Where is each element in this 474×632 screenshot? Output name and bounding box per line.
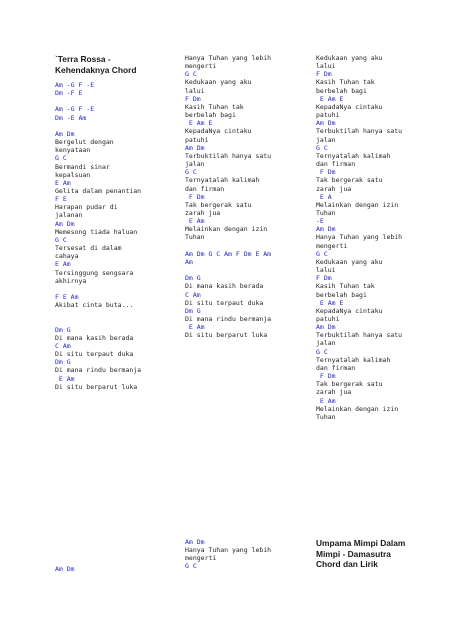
column-middle-footer xyxy=(185,538,319,571)
chord-line: E Am E xyxy=(185,119,213,128)
column-left-footer xyxy=(55,565,189,573)
blank-line xyxy=(185,266,319,274)
lyric-line: Kedukaan yang aku xyxy=(185,78,252,87)
chord-line: Dm -F E xyxy=(55,89,83,98)
column-middle xyxy=(185,54,319,339)
chord-line: E Am E xyxy=(316,94,344,103)
lyric-line: patuhi xyxy=(316,111,340,120)
blank-line xyxy=(55,309,189,317)
lyric-line: Bergelut dengan xyxy=(55,138,114,147)
lyric-line: cahaya xyxy=(55,252,79,261)
lyric-line: KepadaNya cintaku xyxy=(185,127,252,136)
chord-line: G C xyxy=(316,249,328,258)
chord-line: Am Dm xyxy=(185,538,205,546)
lyric-line: Hanya Tuhan yang lebih xyxy=(316,233,403,242)
lyric-line: zarah jua xyxy=(185,208,221,217)
lyric-line: berbelah bagi xyxy=(316,86,367,95)
lyric-line: Kasih Tuhan tak xyxy=(316,282,375,291)
lyric-line: Melainkan dengan izin xyxy=(316,404,399,413)
lyric-line: Tak bergerak satu xyxy=(316,380,383,389)
chord-line: G C xyxy=(316,347,328,356)
chord-line: E Am xyxy=(55,178,71,187)
lyric-line: dan firman xyxy=(185,184,225,193)
blank-line xyxy=(55,317,189,325)
lyric-line: jalanan xyxy=(55,211,83,220)
chord-line: F Dm xyxy=(316,70,332,79)
chord-line: E Am xyxy=(316,396,336,405)
lyric-line: Tak bergerak satu xyxy=(185,200,252,209)
lyric-line: Kedukaan yang aku xyxy=(316,54,383,62)
chord-line: G C xyxy=(55,235,67,244)
lyric-line: Bermandi sinar xyxy=(55,162,110,171)
song-lines xyxy=(185,54,319,339)
chord-line: Dm G xyxy=(55,358,71,367)
chord-line: Am -G F -E xyxy=(55,105,95,114)
chord-line: Am Dm xyxy=(55,129,75,138)
lyric-line: Tuhan xyxy=(316,412,336,421)
lyric-line: akhirnya xyxy=(55,276,87,285)
song-lines xyxy=(316,54,450,421)
lyric-line: Tuhan xyxy=(185,233,205,242)
chord-line: Am Dm xyxy=(316,225,336,234)
chord-line: E Am xyxy=(55,374,75,383)
chord-line: E Am xyxy=(185,323,205,332)
lyric-line: Hanya Tuhan yang lebih xyxy=(185,546,272,555)
lyric-line: zarah jua xyxy=(316,184,352,193)
lyric-line: Tuhan xyxy=(316,208,336,217)
lyric-line: Kedukaan yang aku xyxy=(316,257,383,266)
lyric-line: berbelah bagi xyxy=(316,290,367,299)
chord-line: E Am xyxy=(55,260,71,269)
chord-line: F Dm xyxy=(316,274,332,283)
lyric-line: Di situ berparut luka xyxy=(185,331,268,340)
chord-line: Dm -E Am xyxy=(55,113,87,122)
lyric-line: Di situ terpaut duka xyxy=(185,298,264,307)
blank-line xyxy=(55,97,189,105)
lyric-line: lalui xyxy=(185,86,205,95)
chord-line: F Dm xyxy=(316,168,336,177)
chord-line: Am Dm xyxy=(55,565,75,573)
song-lines xyxy=(55,81,189,391)
chord-line: C Am xyxy=(185,290,201,299)
lyric-line: Harapan pudar di xyxy=(55,203,118,212)
lyric-line: Terbuktilah hanya satu xyxy=(185,151,272,160)
lyric-line: jalan xyxy=(185,160,205,169)
lyric-line: lalui xyxy=(316,266,336,275)
chord-line: Am Dm xyxy=(185,143,205,152)
chord-line: E Am xyxy=(185,217,205,226)
lyric-line: KepadaNya cintaku xyxy=(316,306,383,315)
song-lines xyxy=(55,565,189,573)
chord-line: Am Dm xyxy=(316,323,336,332)
chord-line: -E xyxy=(316,217,324,226)
chord-line: Am Dm xyxy=(55,219,75,228)
blank-line xyxy=(55,285,189,293)
lyric-line: Ternyatalah kalimah xyxy=(185,176,260,185)
lyric-line: Tersinggung sengsara xyxy=(55,268,134,277)
lyric-line: patuhi xyxy=(185,135,209,144)
lyric-line: Di situ berparut luka xyxy=(55,382,138,391)
lyric-line: Kasih Tuhan tak xyxy=(185,102,244,111)
related-song-title: Umpama Mimpi Dalam Mimpi - Damasutra Chord dan Lirik xyxy=(316,538,406,570)
lyric-line: dan firman xyxy=(316,363,356,372)
lyric-line: mengerti xyxy=(316,241,348,250)
lyric-line: Hanya Tuhan yang lebih xyxy=(185,54,272,62)
chord-line: E A xyxy=(316,192,332,201)
chord-line: G C xyxy=(185,168,197,177)
lyric-line: KepadaNya cintaku xyxy=(316,102,383,111)
lyric-line: Di mana rindu bermanja xyxy=(55,366,142,375)
chord-line: F Dm xyxy=(316,372,336,381)
lyric-line: jalan xyxy=(316,339,336,348)
lyric-line: Gelita dalam penantian xyxy=(55,187,142,195)
chord-line: F E Am xyxy=(55,293,79,302)
chord-line: E Am E xyxy=(316,298,344,307)
lyric-line: Di mana kasih berada xyxy=(185,282,264,291)
song-lines xyxy=(185,538,319,571)
lyric-line: patuhi xyxy=(316,315,340,323)
chord-line: F Dm xyxy=(185,192,205,201)
chord-line: Am -G F -E xyxy=(55,81,95,89)
chord-line: Am Dm G C Am F Dm E Am xyxy=(185,249,272,258)
chord-line: Am xyxy=(185,257,193,266)
lyric-line: Melainkan dengan izin xyxy=(316,200,399,209)
chord-line: F E xyxy=(55,195,67,204)
lyric-line: Di situ terpaut duka xyxy=(55,350,134,359)
chord-line: Am Dm xyxy=(316,119,336,128)
lyric-line: Memesong tiada haluan xyxy=(55,227,138,236)
lyric-line: Di mana kasih berada xyxy=(55,333,134,342)
song-title: `Terra Rossa - Kehendaknya Chord xyxy=(55,54,137,75)
lyric-line: Terbuktilah hanya satu xyxy=(316,127,403,136)
lyric-line: jalan xyxy=(316,135,336,144)
lyric-line: Melainkan dengan izin xyxy=(185,225,268,234)
chord-line: G C xyxy=(316,143,328,152)
chord-line: C Am xyxy=(55,341,71,350)
lyric-line: zarah jua xyxy=(316,388,352,397)
lyric-line: dan firman xyxy=(316,160,356,169)
lyric-line: Di mana rindu bermanja xyxy=(185,314,272,323)
chord-line: G C xyxy=(55,154,67,163)
chord-line: Dm G xyxy=(185,274,201,283)
lyric-line: kepalsuan xyxy=(55,170,91,179)
lyric-line: Akibat cinta buta... xyxy=(55,301,134,310)
chord-line: Dm G xyxy=(185,306,201,315)
lyric-line: kenyataan xyxy=(55,146,91,155)
blank-line xyxy=(55,122,189,130)
lyric-line: Tersesat di dalam xyxy=(55,244,122,253)
chord-line: G C xyxy=(185,562,197,571)
lyric-line: Kasih Tuhan tak xyxy=(316,78,375,87)
lyric-line: mengerti xyxy=(185,554,217,563)
column-right xyxy=(316,54,450,421)
lyric-line: mengerti xyxy=(185,62,217,71)
lyric-line: Tak bergerak satu xyxy=(316,176,383,185)
lyric-line: lalui xyxy=(316,62,336,71)
blank-line xyxy=(185,242,319,250)
lyric-line: berbelah bagi xyxy=(185,111,236,120)
lyric-line: Ternyatalah kalimah xyxy=(316,151,391,160)
lyric-line: Terbuktilah hanya satu xyxy=(316,331,403,340)
column-left xyxy=(55,54,189,391)
chord-line: F Dm xyxy=(185,94,201,103)
chord-line: Dm G xyxy=(55,325,71,334)
lyric-line: Ternyatalah kalimah xyxy=(316,355,391,364)
chord-line: G C xyxy=(185,70,197,79)
